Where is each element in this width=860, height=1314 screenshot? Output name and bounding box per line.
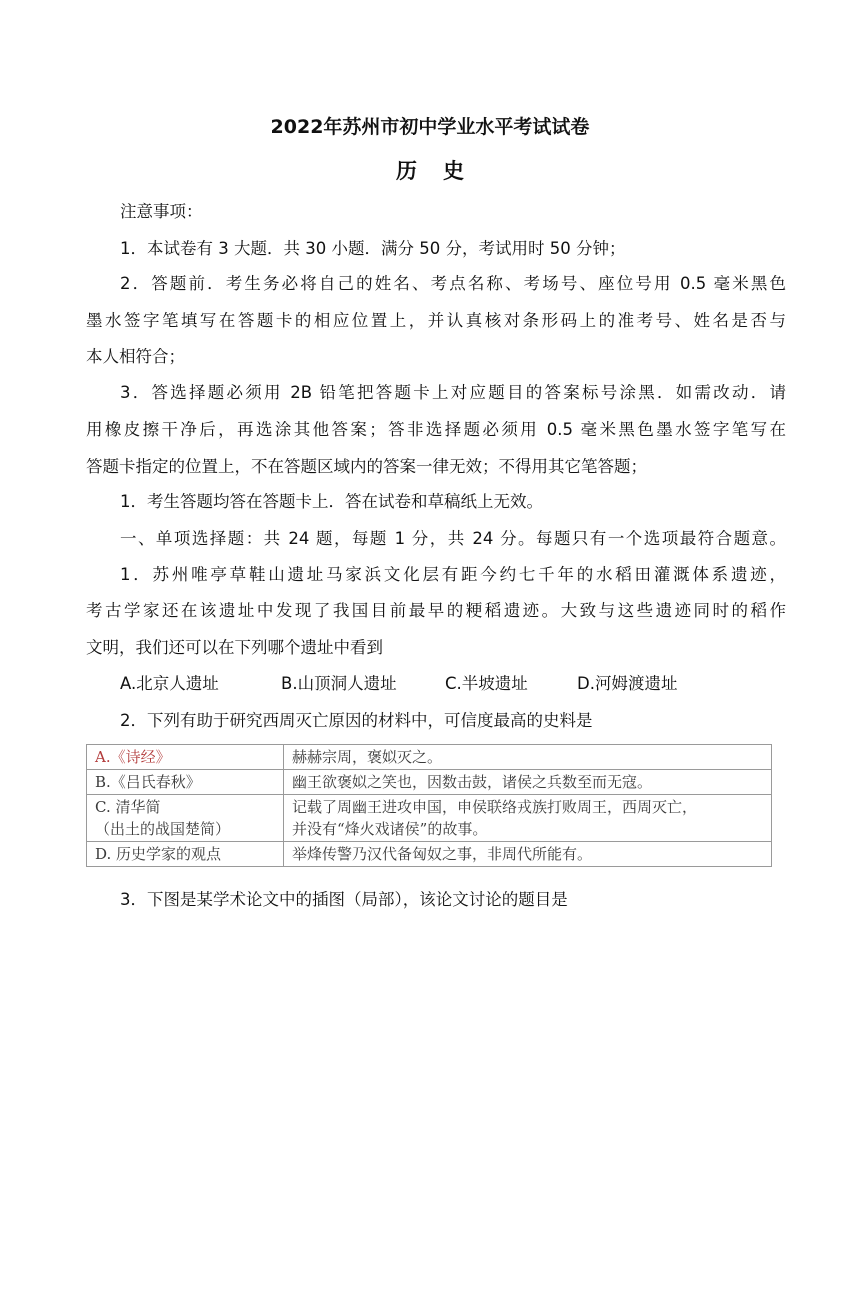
source-content-c xyxy=(284,795,772,842)
source-label-b: B.《吕氏春秋》 xyxy=(87,770,284,795)
section-1-heading: 一、单项选择题：共 24 题，每题 1 分，共 24 分。每题只有一个选项最符合题意。 xyxy=(120,529,786,548)
subject-title: 历史 xyxy=(396,159,490,183)
source-content-a: 赫赫宗周，褒姒灭之。 xyxy=(284,745,772,770)
table-row xyxy=(87,795,772,842)
q1-stem-line-3: 文明，我们还可以在下列哪个遗址中看到 xyxy=(86,638,383,657)
note-3-line-2: 用橡皮擦干净后，再选涂其他答案；答非选择题必须用 0.5 毫米黑色墨水签字笔写在 xyxy=(86,420,786,439)
table-row xyxy=(87,745,772,770)
q1-stem-line-2: 考古学家还在该遗址中发现了我国目前最早的粳稻遗迹。大致与这些遗迹同时的稻作 xyxy=(86,601,786,620)
q1-option-c: C.半坡遗址 xyxy=(445,674,528,693)
source-label-c xyxy=(87,795,284,842)
note-4: 1．考生答题均答在答题卡上．答在试卷和草稿纸上无效。 xyxy=(120,492,543,511)
q3-stem: 3．下图是某学术论文中的插图（局部），该论文讨论的题目是 xyxy=(120,890,568,909)
notes-heading: 注意事项： xyxy=(120,202,203,221)
q2-stem: 2．下列有助于研究西周灭亡原因的材料中，可信度最高的史料是 xyxy=(120,711,593,730)
note-2-line-1: 2．答题前．考生务必将自己的姓名、考点名称、考场号、座位号用 0.5 毫米黑色 xyxy=(120,274,786,293)
note-2-line-3: 本人相符合； xyxy=(86,347,185,366)
q1-option-a: A.北京人遗址 xyxy=(120,674,219,693)
q1-option-d: D.河姆渡遗址 xyxy=(577,674,678,693)
note-1: 1．本试卷有 3 大题．共 30 小题．满分 50 分，考试用时 50 分钟； xyxy=(120,239,626,258)
source-label-c-line-1: C. 清华简 xyxy=(95,798,161,816)
note-2-line-2: 墨水签字笔填写在答题卡的相应位置上，并认真核对条形码上的准考号、姓名是否与 xyxy=(86,311,786,330)
note-3-line-1: 3．答选择题必须用 2B 铅笔把答题卡上对应题目的答案标号涂黑．如需改动．请 xyxy=(120,383,786,402)
note-3-line-3: 答题卡指定的位置上，不在答题区域内的答案一律无效；不得用其它笔答题； xyxy=(86,457,647,476)
source-content-d: 举烽传警乃汉代备匈奴之事，非周代所能有。 xyxy=(284,842,772,867)
exam-title: 2022年苏州市初中学业水平考试试卷 xyxy=(270,116,590,138)
q1-stem-line-1: 1．苏州唯亭草鞋山遗址马家浜文化层有距今约七千年的水稻田灌溉体系遗迹， xyxy=(120,565,786,584)
source-content-c-line-2: 并没有“烽火戏诸侯”的故事。 xyxy=(292,820,488,838)
source-content-b: 幽王欲褒姒之笑也，因数击鼓，诸侯之兵数至而无寇。 xyxy=(284,770,772,795)
source-label-c-line-2: （出土的战国楚简） xyxy=(95,820,231,838)
table-row xyxy=(87,842,772,867)
q2-source-table xyxy=(86,744,772,867)
source-label-d: D. 历史学家的观点 xyxy=(87,842,284,867)
q1-option-b: B.山顶洞人遗址 xyxy=(281,674,397,693)
source-label-a: A.《诗经》 xyxy=(87,745,284,770)
table-row xyxy=(87,770,772,795)
source-content-c-line-1: 记载了周幽王进攻申国，申侯联络戎族打败周王，西周灭亡， xyxy=(292,798,698,816)
